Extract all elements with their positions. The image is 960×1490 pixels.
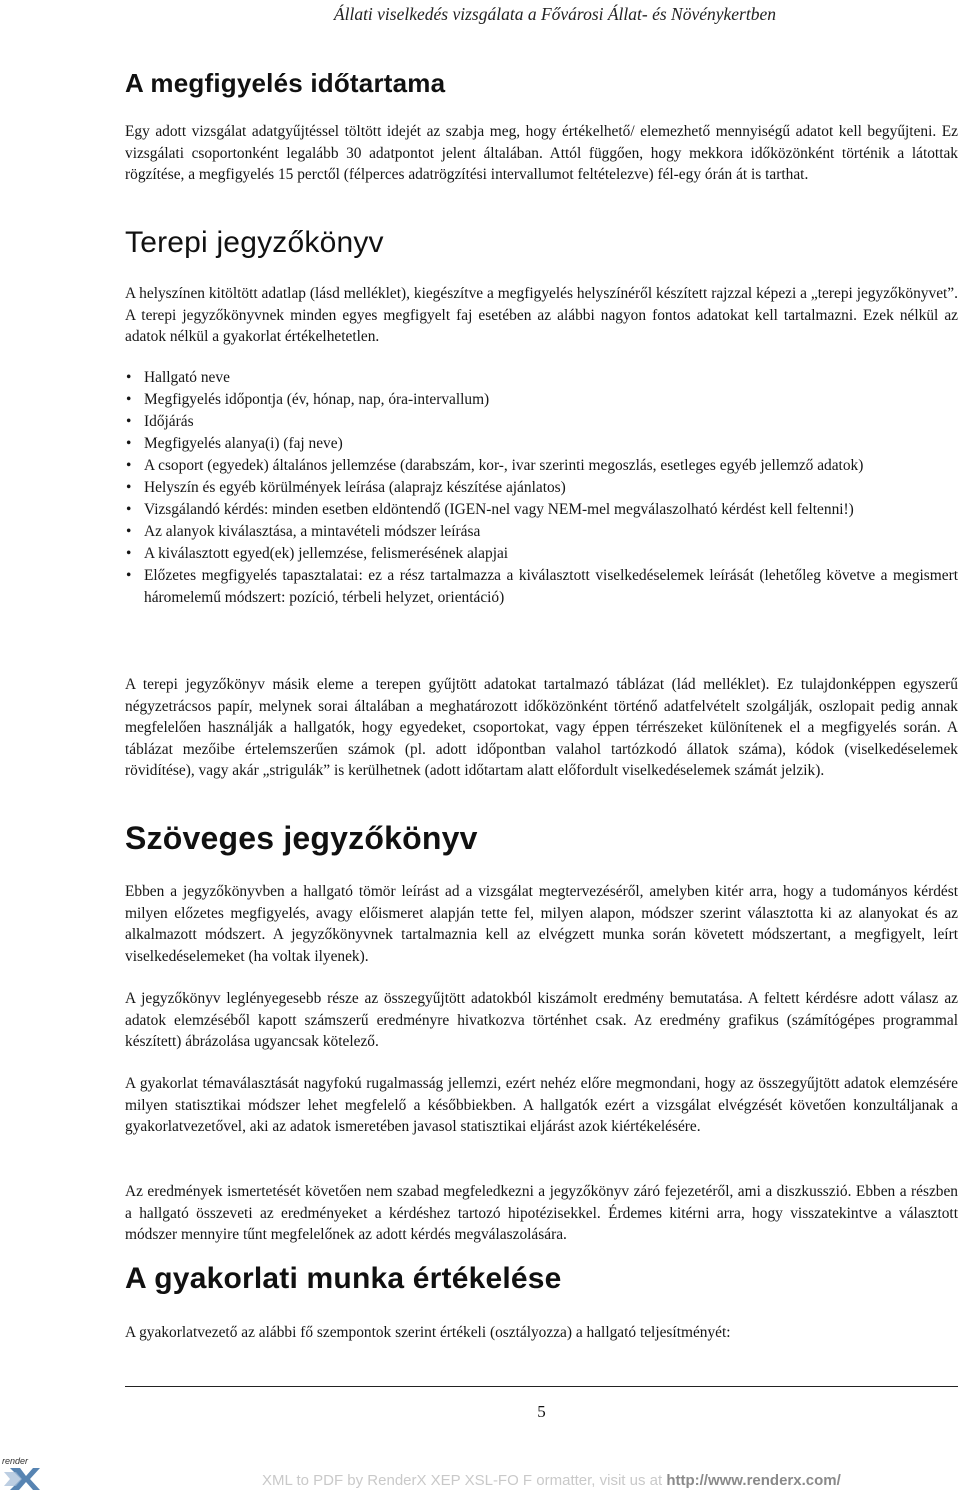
running-header-title: Állati viselkedés vizsgálata a Fővárosi Állat- és Növénykertben bbox=[333, 4, 776, 24]
list-item: • Helyszín és egyéb körülmények leírása (alaprajz készítése ajánlatos) bbox=[125, 477, 958, 499]
bullet-icon: • bbox=[126, 567, 132, 584]
written-report-paragraph-1: Ebben a jegyzőkönyvben a hallgató tömör leírást ad a vizsgálat megtervezéséről, amelyben kitér arra, hogy a tudományos kérdést milyen előzetes megfigyelés, avagy előismeret alapján tette fel, milyen alapon, módszer szerint választotta ki az alanyokat és az alkalmazott módszert. A jegyzőkönyvnek tartalmaznia kell az elvégzett munka során követett módszertant, a megfigyelt, leírt viselkedéselemeket (ha voltak ilyenek). bbox=[125, 883, 958, 965]
section-title-duration: A megfigyelés időtartama bbox=[125, 68, 446, 98]
section-title-evaluation: A gyakorlati munka értékelése bbox=[125, 1262, 562, 1295]
bullet-icon: • bbox=[126, 435, 132, 452]
renderx-link[interactable]: http://www.renderx.com/ bbox=[666, 1472, 841, 1489]
list-item: • Hallgató neve bbox=[125, 367, 958, 389]
section-title-written-report: Szöveges jegyzőkönyv bbox=[125, 820, 478, 856]
bullet-icon: • bbox=[126, 545, 132, 562]
field-notes-intro-paragraph: A helyszínen kitöltött adatlap (lásd melléklet), kiegészítve a megfigyelés helyszínéről készített rajzzal képezi a „terepi jegyzőkönyvet”. A terepi jegyzőkönyvnek minden egyes megfigyelt faj esetében az alábbi nagyon fontos adatokat kell tartalmazni. Ezek nélkül az adatok nélkül a gyakorlat értékelhetetlen. bbox=[125, 285, 958, 345]
xep-watermark bbox=[262, 1472, 841, 1489]
bullet-icon: • bbox=[126, 369, 132, 386]
list-item: • Megfigyelés időpontja (év, hónap, nap, óra-intervallum) bbox=[125, 389, 958, 411]
list-item: • Megfigyelés alanya(i) (faj neve) bbox=[125, 433, 958, 455]
list-item: • Időjárás bbox=[125, 411, 958, 433]
evaluation-paragraph: A gyakorlatvezető az alábbi fő szempontok szerint értékeli (osztályozza) a hallgató teljesítményét: bbox=[125, 1324, 731, 1341]
bullet-icon: • bbox=[126, 391, 132, 408]
field-notes-bullet-list bbox=[125, 367, 958, 609]
renderx-x-icon bbox=[2, 1456, 42, 1490]
written-report-paragraph-3: A gyakorlat témaválasztását nagyfokú rugalmasság jellemzi, ezért nehéz előre megmondani, hogy az összegyűjtött adatok elemzésére milyen statisztikai módszer lehet megfelelő a későbbiekben. A hallgatók ezért a vizsgálat elvégzését követően konzultáljanak a gyakorlatvezetővel, aki az adatok ismeretében javasol statisztikai eljárást azok kiértékelésére. bbox=[125, 1075, 958, 1135]
running-header bbox=[0, 4, 958, 25]
list-item: • A csoport (egyedek) általános jellemzése (darabszám, kor-, ivar szerinti megoszlás, esetleges egyéb jellemző adatok) bbox=[125, 455, 958, 477]
list-item: • Az alanyok kiválasztása, a mintavételi módszer leírása bbox=[125, 521, 958, 543]
list-item: • A kiválasztott egyed(ek) jellemzése, felismerésének alapjai bbox=[125, 543, 958, 565]
written-report-paragraph-4: Az eredmények ismertetését követően nem szabad megfeledkezni a jegyzőkönyv záró fejezetéről, ami a diszkusszió. Ebben a részben a hallgató összeveti az eredményeket a kérdéshez tartozó hipotézisekkel. Érdemes kitérni arra, hogy visszatekintve a választott módszer mennyire tűnt megfelelőnek az adott kérdés megválaszolására. bbox=[125, 1183, 958, 1243]
watermark-text: XML to PDF by RenderX XEP XSL-FO F ormatter, visit us at bbox=[262, 1472, 667, 1489]
footer-divider bbox=[125, 1386, 958, 1387]
bullet-icon: • bbox=[126, 523, 132, 540]
section-title-field-notes: Terepi jegyzőkönyv bbox=[125, 226, 384, 259]
bullet-icon: • bbox=[126, 413, 132, 430]
field-notes-table-paragraph: A terepi jegyzőkönyv másik eleme a terepen gyűjtött adatokat tartalmazó táblázat (lád melléklet). Ez tulajdonképpen egyszerű négyzetrácsos papír, melynek sorai általában a meghatározott időközönként történő adatfelvételt szolgálják, oszlopait pedig annak megfelelően használják a hallgatók, hogy egyedeket, csoportokat, vagy éppen térrészeket különítenek el a megfigyelés során. A táblázat mezőibe értelemszerűen számok (pl. adott időpontban valahol tartózkodó állatok száma), kódok (viselkedéselemek rövidítése), vagy akár „strigulák” is kerülhetnek (adott időtartam alatt előfordult viselkedéselemek számát jelzik). bbox=[125, 676, 958, 779]
bullet-icon: • bbox=[126, 457, 132, 474]
bullet-icon: • bbox=[126, 501, 132, 518]
renderx-logo bbox=[2, 1456, 42, 1488]
list-item: • Vizsgálandó kérdés: minden esetben eldöntendő (IGEN-nel vagy NEM-mel megválaszolható kérdést kell feltenni!) bbox=[125, 499, 958, 521]
written-report-paragraph-2: A jegyzőkönyv leglényegesebb része az összegyűjtött adatokból kiszámolt eredmény bemutatása. A feltett kérdésre adott válasz az adatok elemzéséből kapott számszerű eredményre hivatkozva történhet csak. Az eredmény grafikus (számítógépes programmal készített) ábrázolása ugyancsak kötelező. bbox=[125, 990, 958, 1050]
page-number: 5 bbox=[537, 1402, 546, 1421]
renderx-logo-text: render bbox=[2, 1456, 29, 1466]
duration-paragraph: Egy adott vizsgálat adatgyűjtéssel töltött idejét az szabja meg, hogy értékelhető/ elemezhető mennyiségű adatot kell begyűjteni. Ez vizsgálati csoportonként legalább 30 adatpontot jelent általában. Attól függően, hogy mekkora időközönként történik a látottak rögzítése, a megfigyelés 15 perctől (félperces adatrögzítési intervallumot feltételezve) fél-egy órán át is tarthat. bbox=[125, 123, 958, 183]
bullet-icon: • bbox=[126, 479, 132, 496]
list-item: • Előzetes megfigyelés tapasztalatai: ez a rész tartalmazza a kiválasztott viselkedéselemek leírását (lehetőleg követve a megismert háromelemű módszert: pozíció, térbeli helyzet, orientáció) bbox=[126, 567, 958, 606]
